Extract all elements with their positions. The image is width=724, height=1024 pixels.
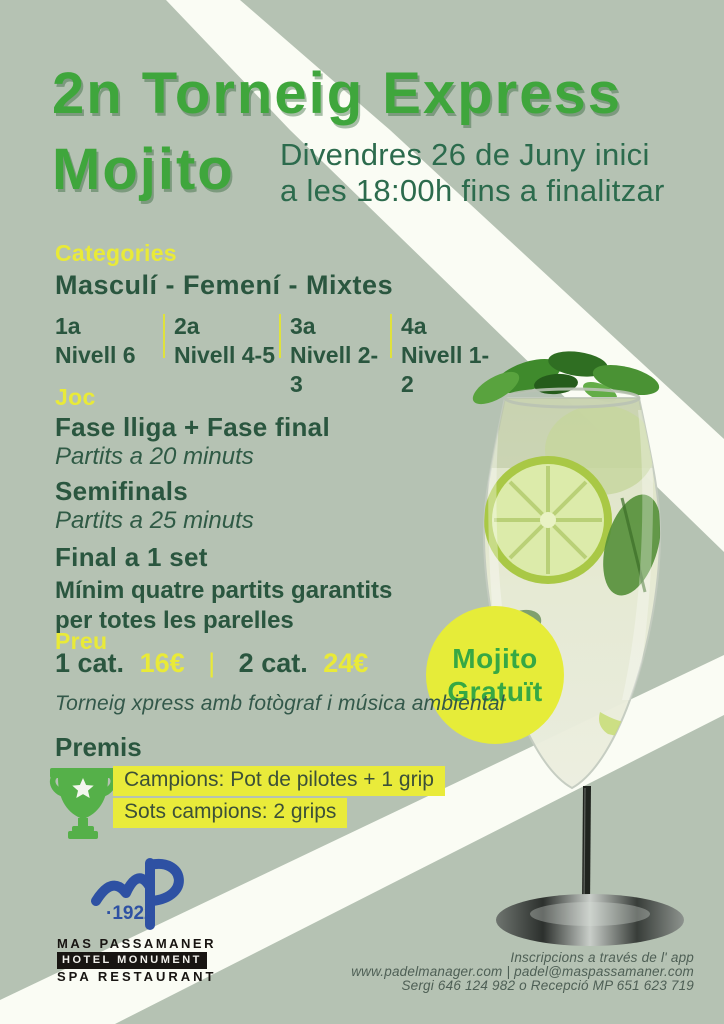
level-value: Nivell 2-3 <box>290 342 379 397</box>
level-cat: 1a <box>55 313 81 339</box>
footer-contact-info <box>351 951 694 992</box>
footer-line2: www.padelmanager.com | padel@maspassamaner.com <box>351 963 694 979</box>
joc-phase2-title: Semifinals <box>55 476 189 506</box>
badge-line1: Mojito <box>452 643 538 674</box>
level-separator <box>279 314 281 358</box>
level-separator <box>390 314 392 358</box>
logo-hotel-name: MAS PASSAMANER <box>57 936 216 951</box>
level-cat: 2a <box>174 313 200 339</box>
event-datetime <box>280 137 665 209</box>
mp-monogram-logo <box>88 853 208 933</box>
level-value: Nivell 4-5 <box>174 342 275 368</box>
poster-title-line1: 2n Torneig Express <box>52 61 622 126</box>
logo-tag-hotel-monument: HOTEL MONUMENT <box>57 952 207 969</box>
lime-slice <box>484 456 612 584</box>
joc-phase1-note: Partits a 20 minuts <box>55 443 254 470</box>
joc-phase2-note: Partits a 25 minuts <box>55 507 254 534</box>
joc-phase3-title: Final a 1 set <box>55 542 208 572</box>
level-separator <box>163 314 165 358</box>
prices-row <box>55 648 368 679</box>
joc-phase1-title: Fase lliga + Fase final <box>55 412 330 442</box>
badge-line2: Gratuït <box>447 676 543 707</box>
section-label-categories: Categories <box>55 240 177 266</box>
level-item <box>174 312 279 370</box>
event-date-line1: Divendres 26 de Juny inici <box>280 137 650 172</box>
footer-line1: Inscripcions a través de l' app <box>510 950 694 965</box>
section-label-joc: Joc <box>55 384 96 410</box>
glass-stem <box>582 786 591 906</box>
category-levels-row <box>55 312 525 399</box>
trophy-icon <box>46 760 120 840</box>
joc-guarantee <box>55 576 392 636</box>
section-label-preu: Preu <box>55 628 108 654</box>
price-cat1-value: 16€ <box>139 648 185 678</box>
price-cat1-label: 1 cat. <box>55 648 125 678</box>
event-date-line2: a les 18:00h fins a finalitzar <box>280 173 665 208</box>
poster-title-line2: Mojito <box>52 137 235 202</box>
preu-note: Torneig xpress amb fotògraf i música ambiental <box>55 692 505 715</box>
level-item <box>290 312 390 399</box>
footer-line3: Sergi 646 124 982 o Recepció MP 651 623 719 <box>401 977 694 993</box>
categories-genders: Masculí - Femení - Mixtes <box>55 270 394 300</box>
level-item <box>401 312 501 399</box>
price-cat2-value: 24€ <box>323 648 369 678</box>
price-divider: | <box>208 648 216 678</box>
section-label-premis: Premis <box>55 732 142 762</box>
free-mojito-badge <box>426 606 564 744</box>
prize-champions: Campions: Pot de pilotes + 1 grip <box>113 766 445 796</box>
logo-tag-spa-restaurant: SPA RESTAURANT <box>57 969 217 984</box>
logo-year: ·1922 <box>106 903 155 924</box>
level-cat: 4a <box>401 313 427 339</box>
level-value: Nivell 6 <box>55 342 136 368</box>
joc-guarantee-line2: per totes les parelles <box>55 607 294 634</box>
prize-runnersup: Sots campions: 2 grips <box>113 798 347 828</box>
joc-guarantee-line1: Mínim quatre partits garantits <box>55 577 393 604</box>
level-value: Nivell 1-2 <box>401 342 490 397</box>
level-cat: 3a <box>290 313 316 339</box>
level-item <box>55 312 163 370</box>
price-cat2-label: 2 cat. <box>238 648 308 678</box>
